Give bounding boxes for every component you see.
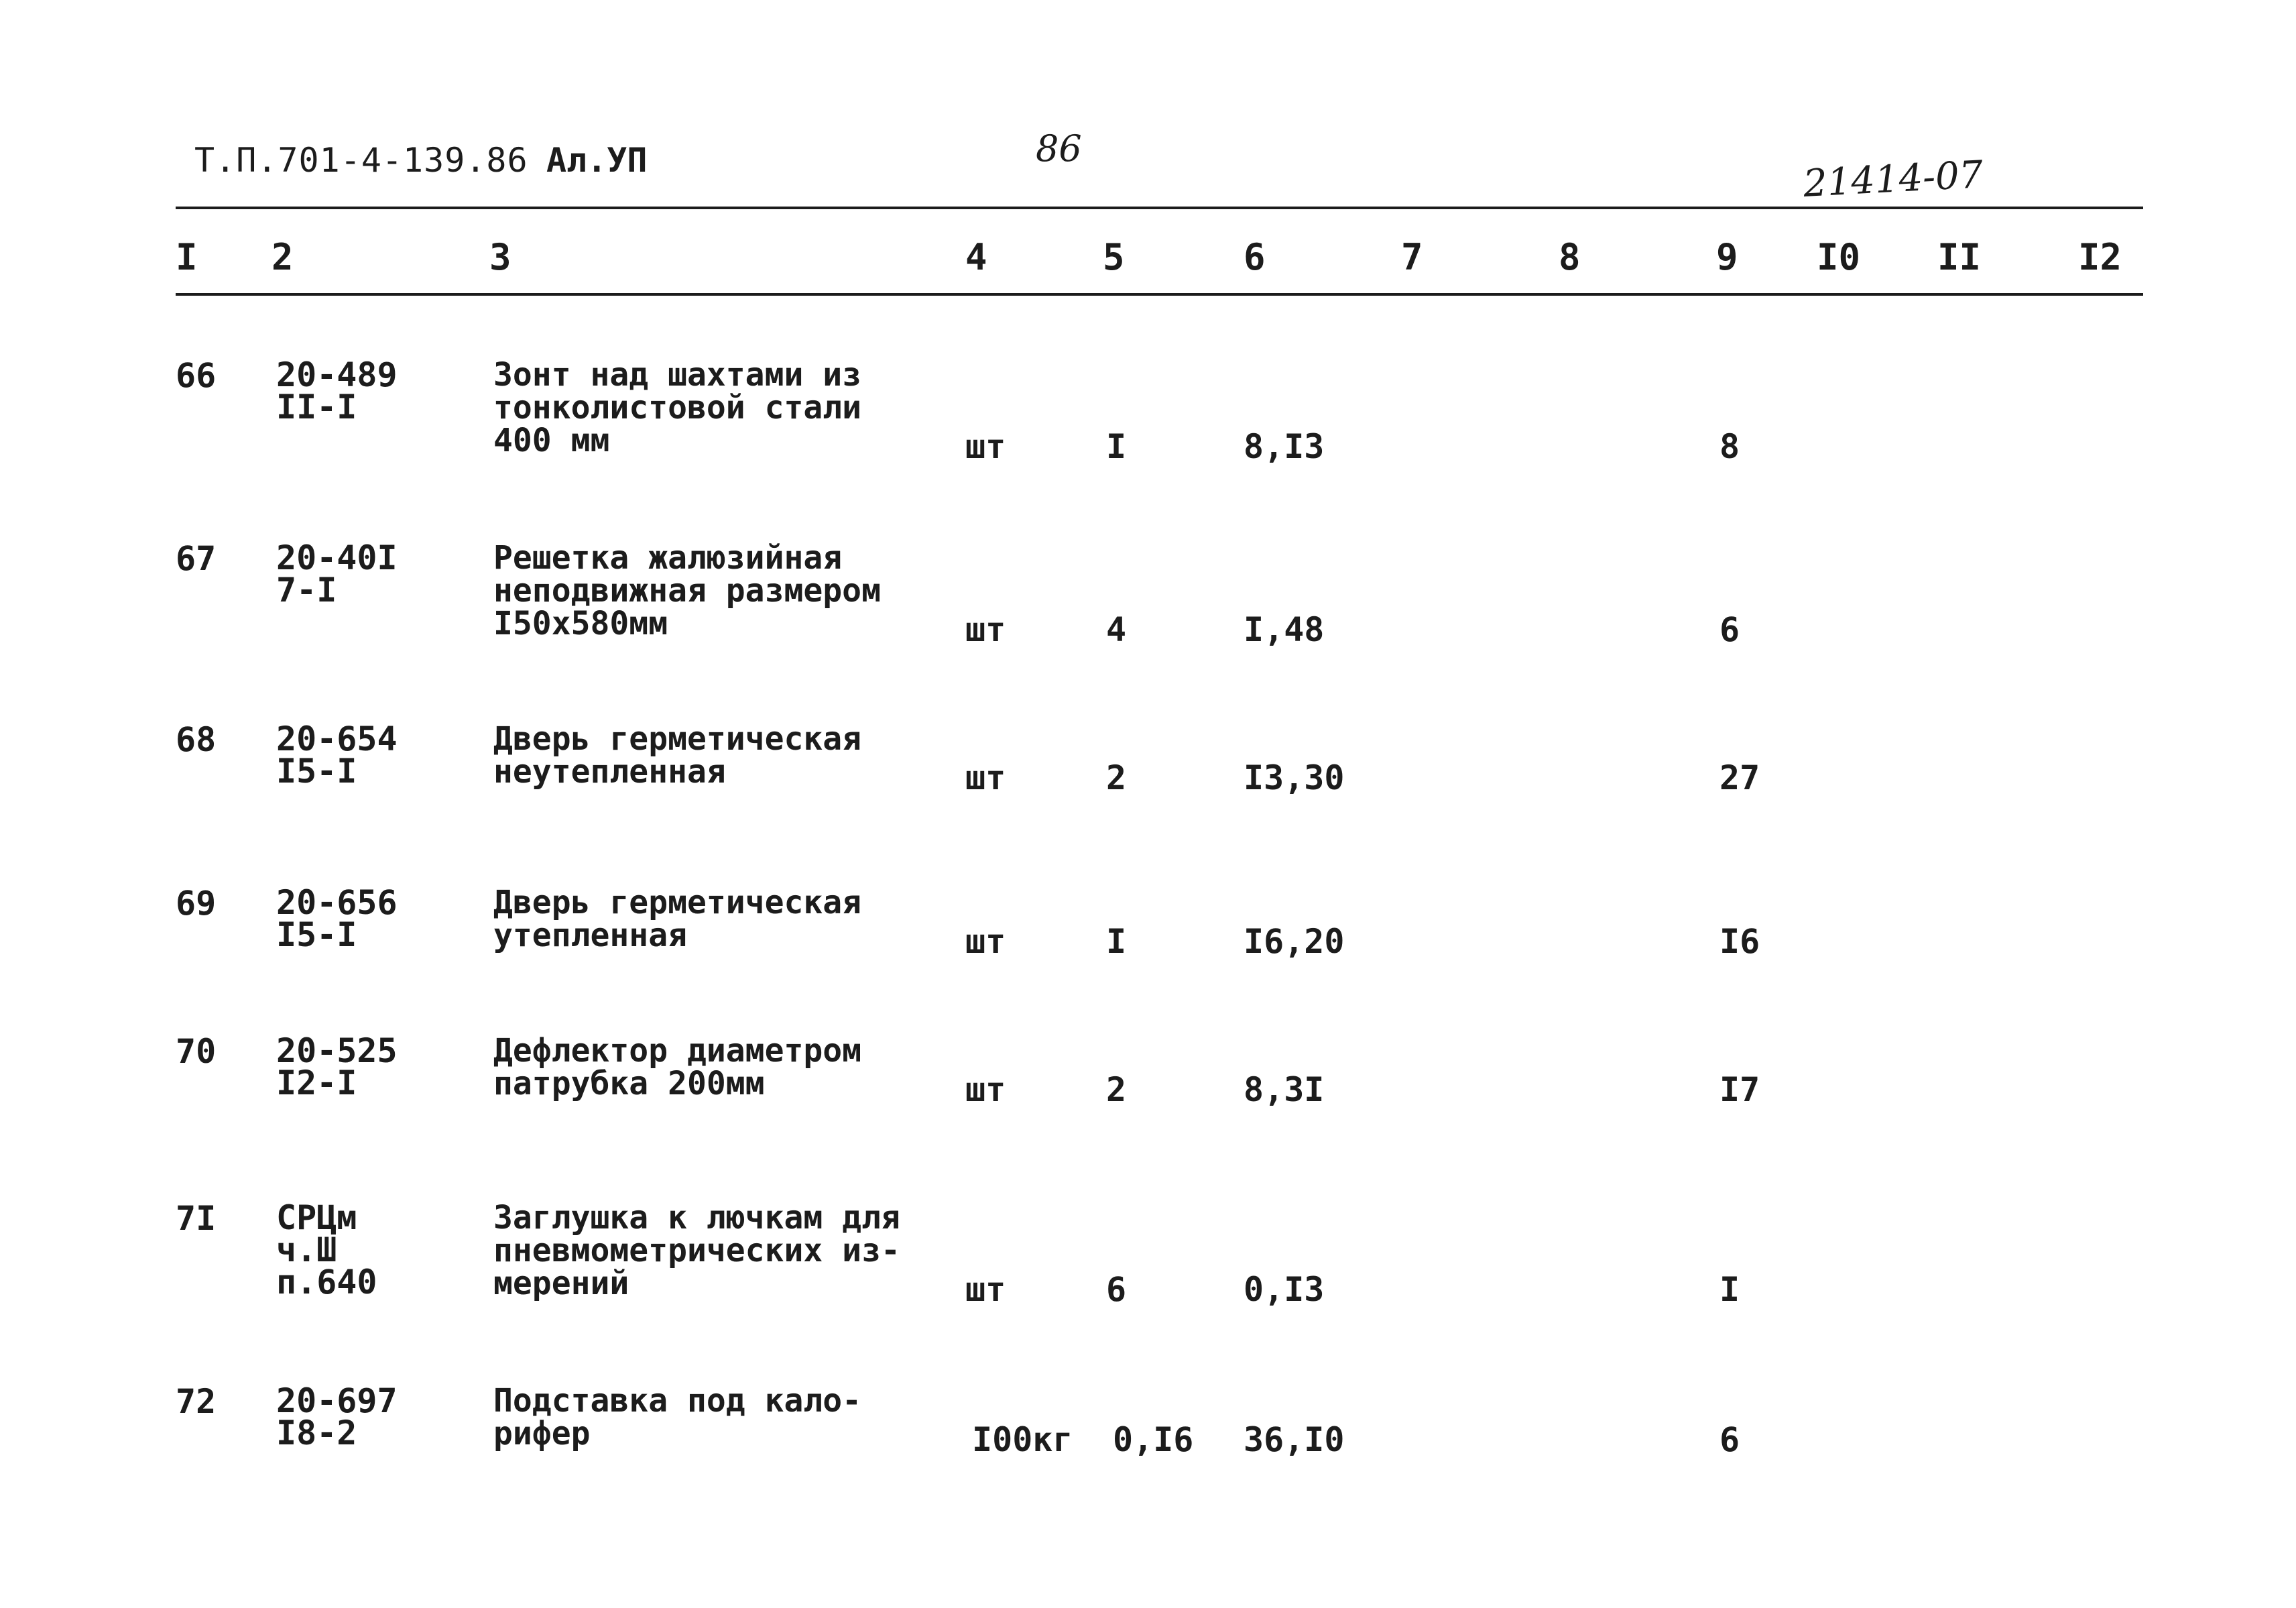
row-unit-price: I,48 (1244, 610, 1325, 649)
row-name-line: 400 мм (493, 422, 610, 459)
header-rule-bottom (176, 293, 2143, 296)
column-number-4: 4 (965, 236, 987, 278)
row-total: 8 (1719, 427, 1740, 466)
row-code-line: I5-I (276, 915, 357, 954)
row-number: 72 (176, 1382, 217, 1421)
row-code-line: ч.Ш (276, 1230, 337, 1269)
row-code-line: I5-I (276, 752, 357, 791)
row-unit: шт (965, 610, 1006, 649)
row-unit: шт (965, 1270, 1006, 1309)
column-number-2: 2 (271, 236, 294, 278)
row-number: 7I (176, 1199, 217, 1238)
column-number-6: 6 (1244, 236, 1266, 278)
row-unit: шт (965, 1070, 1006, 1109)
row-quantity: 6 (1106, 1270, 1127, 1309)
row-code-line: 20-656 (276, 883, 398, 922)
row-total: 27 (1719, 758, 1760, 797)
row-code-line: I8-2 (276, 1414, 357, 1452)
row-total: I (1719, 1270, 1740, 1309)
row-name-line: неутепленная (493, 753, 726, 791)
row-code-line: 20-654 (276, 720, 398, 758)
row-name-line: патрубка 200мм (493, 1065, 765, 1102)
row-code-line: 20-525 (276, 1031, 398, 1070)
row-quantity: 2 (1106, 758, 1127, 797)
row-quantity: 2 (1106, 1070, 1127, 1109)
row-code-line: I2-I (276, 1064, 357, 1102)
row-name-line: тонколистовой стали (493, 389, 862, 426)
row-code-line: 20-489 (276, 355, 398, 394)
row-unit: I00кг (972, 1420, 1073, 1459)
row-number: 68 (176, 720, 217, 759)
row-number: 69 (176, 884, 217, 923)
row-unit-price: I3,30 (1244, 758, 1345, 797)
row-unit-price: 8,I3 (1244, 427, 1325, 466)
row-name-line: утепленная (493, 917, 687, 954)
column-number-7: 7 (1401, 236, 1423, 278)
column-number-10: I0 (1817, 236, 1861, 278)
row-name-line: Зонт над шахтами из (493, 356, 862, 394)
row-code-line: п.640 (276, 1263, 377, 1302)
row-number: 70 (176, 1032, 217, 1071)
row-total: 6 (1719, 610, 1740, 649)
inventory-code: 21414-07 (1802, 153, 1984, 206)
row-name-line: Решетка жалюзийная (493, 539, 843, 577)
column-number-12: I2 (2078, 236, 2122, 278)
column-number-11: II (1937, 236, 1982, 278)
row-name-line: I50x580мм (493, 605, 668, 642)
row-unit: шт (965, 427, 1006, 466)
row-name-line: Дефлектор диаметром (493, 1032, 862, 1070)
column-number-8: 8 (1559, 236, 1581, 278)
row-quantity: 0,I6 (1113, 1420, 1194, 1459)
column-number-1: I (176, 236, 198, 278)
column-number-9: 9 (1716, 236, 1738, 278)
row-name-line: пневмометрических из- (493, 1232, 900, 1269)
row-name-line: рифер (493, 1415, 591, 1452)
row-quantity: I (1106, 922, 1127, 961)
row-unit-price: 36,I0 (1244, 1420, 1345, 1459)
row-name-line: Заглушка к лючкам для (493, 1199, 900, 1237)
header-rule-top (176, 207, 2143, 209)
row-code-line: 7-I (276, 571, 337, 610)
document-number: Т.П.701-4-139.86 (194, 141, 528, 180)
row-number: 67 (176, 539, 217, 578)
column-number-3: 3 (489, 236, 511, 278)
row-code-line: II-I (276, 388, 357, 426)
row-unit: шт (965, 922, 1006, 961)
row-total: I6 (1719, 922, 1760, 961)
row-unit-price: I6,20 (1244, 922, 1345, 961)
page-number: 86 (1036, 127, 1082, 170)
row-unit-price: 8,3I (1244, 1070, 1325, 1109)
column-number-5: 5 (1103, 236, 1125, 278)
row-name-line: Дверь герметическая (493, 884, 862, 921)
row-unit: шт (965, 758, 1006, 797)
row-name-line: мерений (493, 1265, 629, 1302)
row-name-line: Подставка под кало- (493, 1382, 862, 1420)
row-code-line: 20-697 (276, 1381, 398, 1420)
row-quantity: 4 (1106, 610, 1127, 649)
row-name-line: Дверь герметическая (493, 720, 862, 758)
row-code-line: СРЦм (276, 1198, 357, 1237)
row-quantity: I (1106, 427, 1127, 466)
album-label: Ал.УП (546, 141, 648, 180)
row-number: 66 (176, 356, 217, 395)
row-unit-price: 0,I3 (1244, 1270, 1325, 1309)
row-total: 6 (1719, 1420, 1740, 1459)
row-name-line: неподвижная размером (493, 572, 881, 610)
row-code-line: 20-40I (276, 538, 398, 577)
row-total: I7 (1719, 1070, 1760, 1109)
